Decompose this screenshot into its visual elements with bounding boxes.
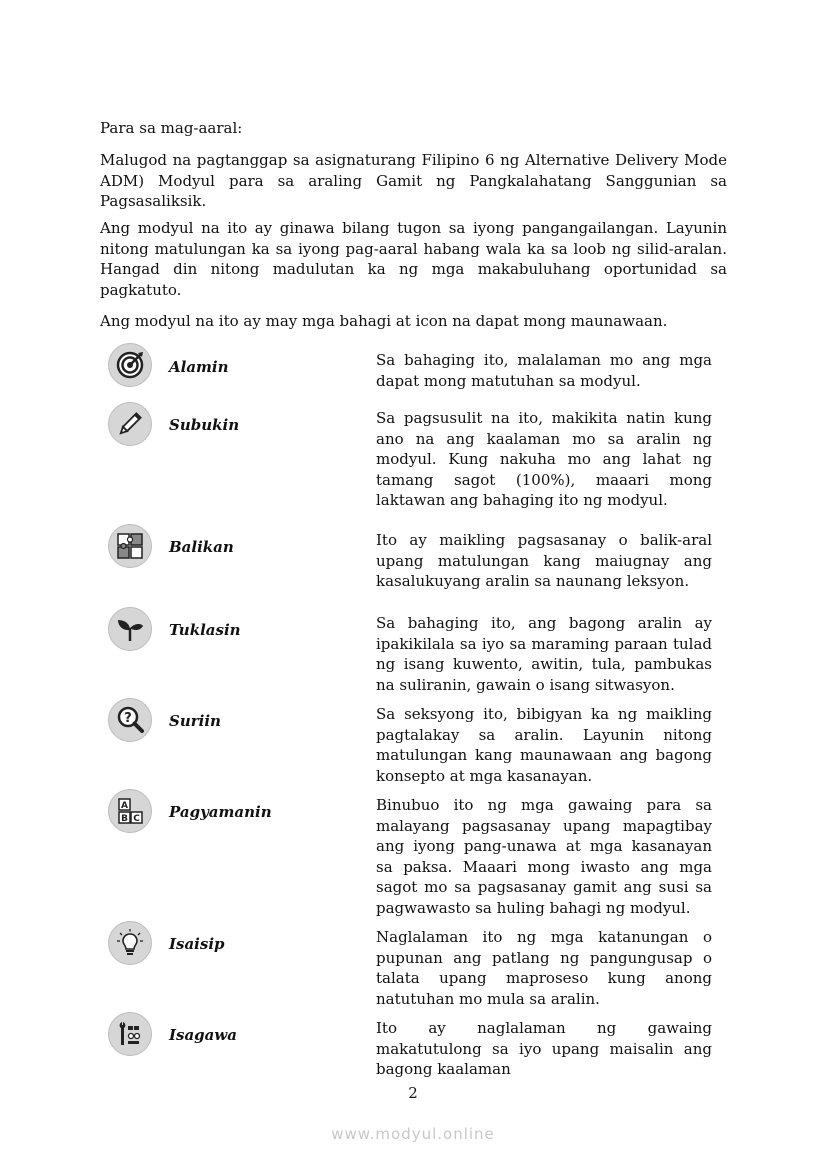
svg-text:A: A — [121, 801, 128, 811]
section-description: Sa bahaging ito, malalaman mo ang mga dapat mong matutuhan sa modyul. — [376, 351, 712, 390]
greeting: Para sa mag-aaral: — [100, 119, 243, 137]
section-label: Alamin — [169, 358, 229, 376]
section-label: Pagyamanin — [169, 803, 272, 821]
watermark: www.modyul.online — [331, 1125, 495, 1143]
pencil-icon — [108, 402, 152, 446]
welcome-paragraph: Malugod na pagtanggap sa asignaturang Filipino 6 ng Alternative Delivery Mode ADM) Modyul para sa araling Gamit ng Pangkalahatang Sanggunian sa Pagsasaliksik. — [100, 151, 727, 210]
svg-text:?: ? — [124, 711, 132, 726]
target-icon — [108, 343, 152, 387]
section-description: Binubuo ito ng mga gawaing para sa malayang pagsasanay upang mapagtibay ang iyong pang-unawa at mga kasanayan sa paksa. Maaari mong iwasto ang mga sagot mo sa pagsasanay gamit ang susi sa pagwawasto sa huling bahagi ng modyul. — [376, 796, 712, 917]
purpose-paragraph: Ang modyul na ito ay ginawa bilang tugon sa iyong pangangailangan. Layunin nitong matulungan ka sa iyong pag-aaral habang wala ka sa loob ng silid-aralan. Hangad din nitong madulutan ka ng mga makabuluhang oportunidad sa pagkatuto. — [100, 219, 727, 299]
section-label: Isagawa — [169, 1026, 238, 1044]
section-description: Ito ay naglalaman ng gawaing makatutulong sa iyo upang maisalin ang bagong kaalaman — [376, 1019, 712, 1079]
section-label: Balikan — [169, 538, 234, 556]
page-number: 2 — [408, 1084, 418, 1102]
puzzle-icon — [108, 524, 152, 568]
section-description: Sa seksyong ito, bibigyan ka ng maikling pagtalakay sa aralin. Layunin nitong matulungan kang maunawaan ang bagong konsepto at mga kasanayan. — [376, 705, 712, 785]
section-label: Tuklasin — [169, 621, 241, 639]
svg-text:C: C — [133, 814, 140, 824]
section-label: Isaisip — [169, 935, 225, 953]
section-label: Suriin — [169, 712, 221, 730]
abc-blocks-icon — [108, 789, 152, 833]
section-description: Naglalaman ito ng mga katanungan o pupunan ang patlang ng pangungusap o talata upang maproseso kung anong natutuhan mo mula sa aralin. — [376, 928, 712, 1008]
section-description: Ito ay maikling pagsasanay o balik-aral upang matulungan kang maiugnay ang kasalukuyang aralin sa naunang leksyon. — [376, 531, 712, 591]
section-description: Sa bahaging ito, ang bagong aralin ay ipakikilala sa iyo sa maraming paraan tulad ng isang kuwento, awitin, tula, pambukas na suliranin, gawain o isang sitwasyon. — [376, 614, 712, 694]
lightbulb-icon — [108, 921, 152, 965]
svg-text:B: B — [121, 814, 128, 824]
sections-intro: Ang modyul na ito ay may mga bahagi at icon na dapat mong maunawaan. — [100, 312, 668, 330]
tools-icon — [108, 1012, 152, 1056]
section-description: Sa pagsusulit na ito, makikita natin kung ano na ang kaalaman mo sa aralin ng modyul. Kung nakuha mo ang lahat ng tamang sagot (100%), maaari mong laktawan ang bahaging ito ng modyul. — [376, 409, 712, 510]
section-label: Subukin — [169, 416, 240, 434]
magnifier-question-icon — [108, 698, 152, 742]
sprout-icon — [108, 607, 152, 651]
